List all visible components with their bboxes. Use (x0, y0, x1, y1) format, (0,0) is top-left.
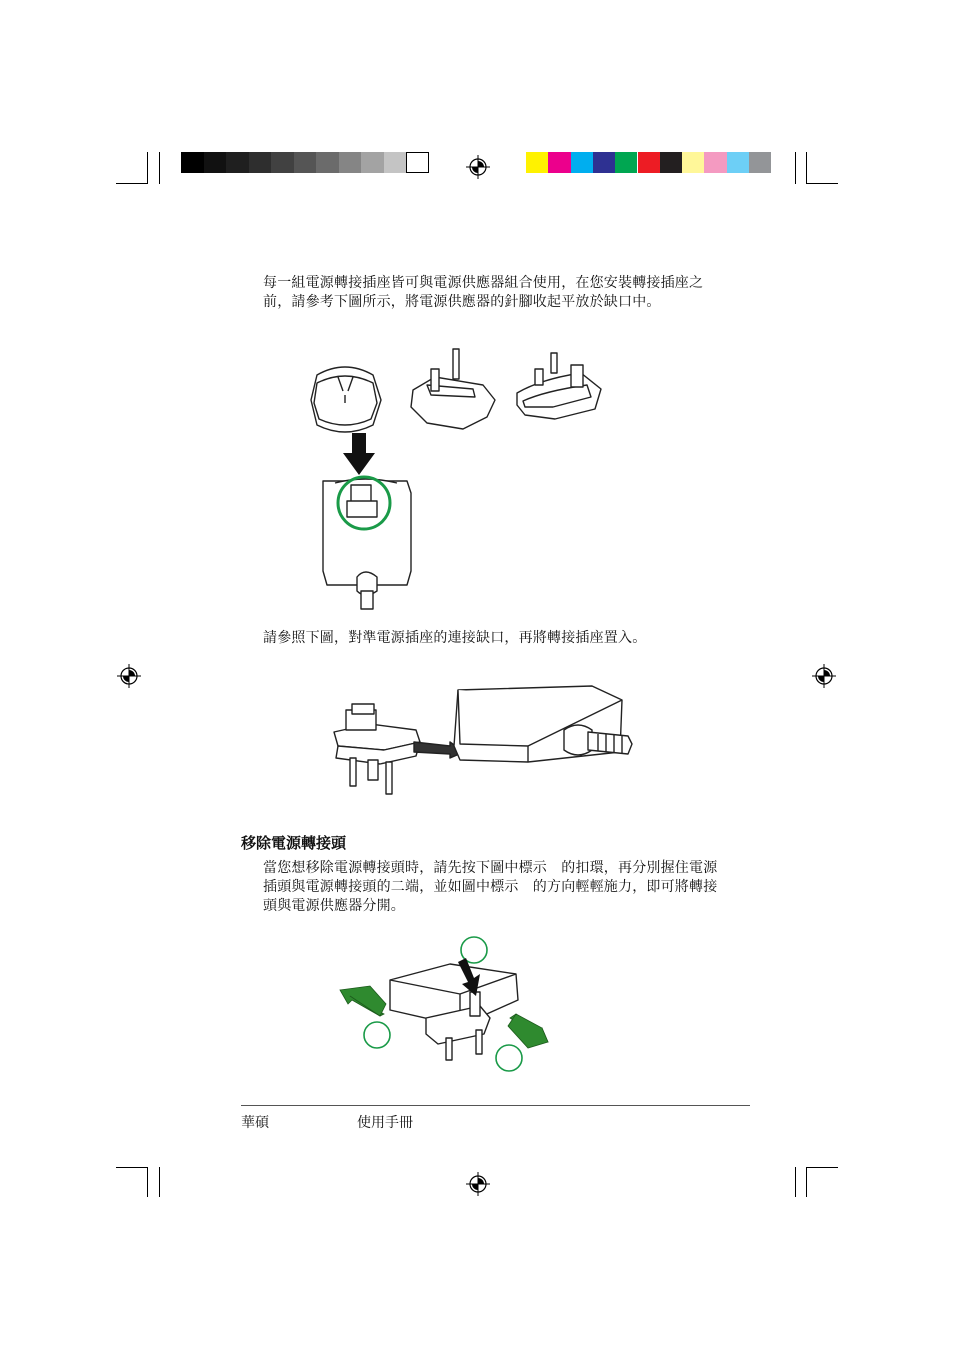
color-swatch (727, 152, 749, 173)
adapter-insertion-illustration (330, 684, 640, 802)
gray-swatch (271, 152, 294, 173)
color-swatch (682, 152, 704, 173)
gray-swatch (339, 152, 362, 173)
footer-brand: 華碩 (241, 1115, 269, 1131)
registration-mark-top (466, 155, 490, 179)
color-swatch (660, 152, 682, 173)
gray-swatch (406, 152, 429, 173)
intro-paragraph: 每一組電源轉接插座皆可與電源供應器組合使用，在您安裝轉接插座之前，請參考下圖所示，將電源供應器的針腳收起平放於缺口中。 (263, 275, 704, 310)
gray-swatch (181, 152, 204, 173)
registration-mark-left (117, 664, 141, 688)
crop-mark (116, 183, 148, 184)
gray-swatch (294, 152, 317, 173)
color-swatch (704, 152, 726, 173)
crop-mark (147, 152, 148, 184)
gray-swatch (361, 152, 384, 173)
registration-mark-right (812, 664, 836, 688)
crop-mark (806, 1167, 838, 1168)
align-paragraph: 請參照下圖，對準電源插座的連接缺口，再將轉接插座置入。 (263, 630, 647, 646)
crop-mark (159, 1167, 160, 1197)
crop-mark (806, 1167, 807, 1197)
crop-mark (116, 1167, 148, 1168)
color-swatch (548, 152, 570, 173)
color-swatch (638, 152, 660, 173)
registration-mark-bottom (466, 1172, 490, 1196)
gray-swatch (249, 152, 272, 173)
color-swatch (593, 152, 615, 173)
section-heading: 移除電源轉接頭 (241, 834, 347, 852)
color-swatch (571, 152, 593, 173)
crop-mark (795, 1167, 796, 1197)
gray-swatch (316, 152, 339, 173)
color-swatch (749, 152, 771, 173)
gray-swatch (226, 152, 249, 173)
footer-manual-label: 使用手冊 (357, 1115, 413, 1131)
crop-mark (795, 152, 796, 184)
color-swatch (526, 152, 548, 173)
color-swatch (615, 152, 637, 173)
crop-mark (806, 152, 807, 184)
adapter-types-illustration (305, 345, 615, 615)
adapter-removal-illustration (330, 934, 560, 1074)
crop-mark (806, 183, 838, 184)
remove-paragraph: 當您想移除電源轉接頭時，請先按下圖中標示 的扣環，再分別握住電源插頭與電源轉接頭的二端，並如圖中標示 的方向輕輕施力，即可將轉接頭與電源供應器分開。 (263, 860, 718, 914)
gray-swatch (384, 152, 407, 173)
gray-swatch (204, 152, 227, 173)
footer-rule (241, 1105, 750, 1106)
crop-mark (147, 1167, 148, 1197)
crop-mark (159, 152, 160, 184)
